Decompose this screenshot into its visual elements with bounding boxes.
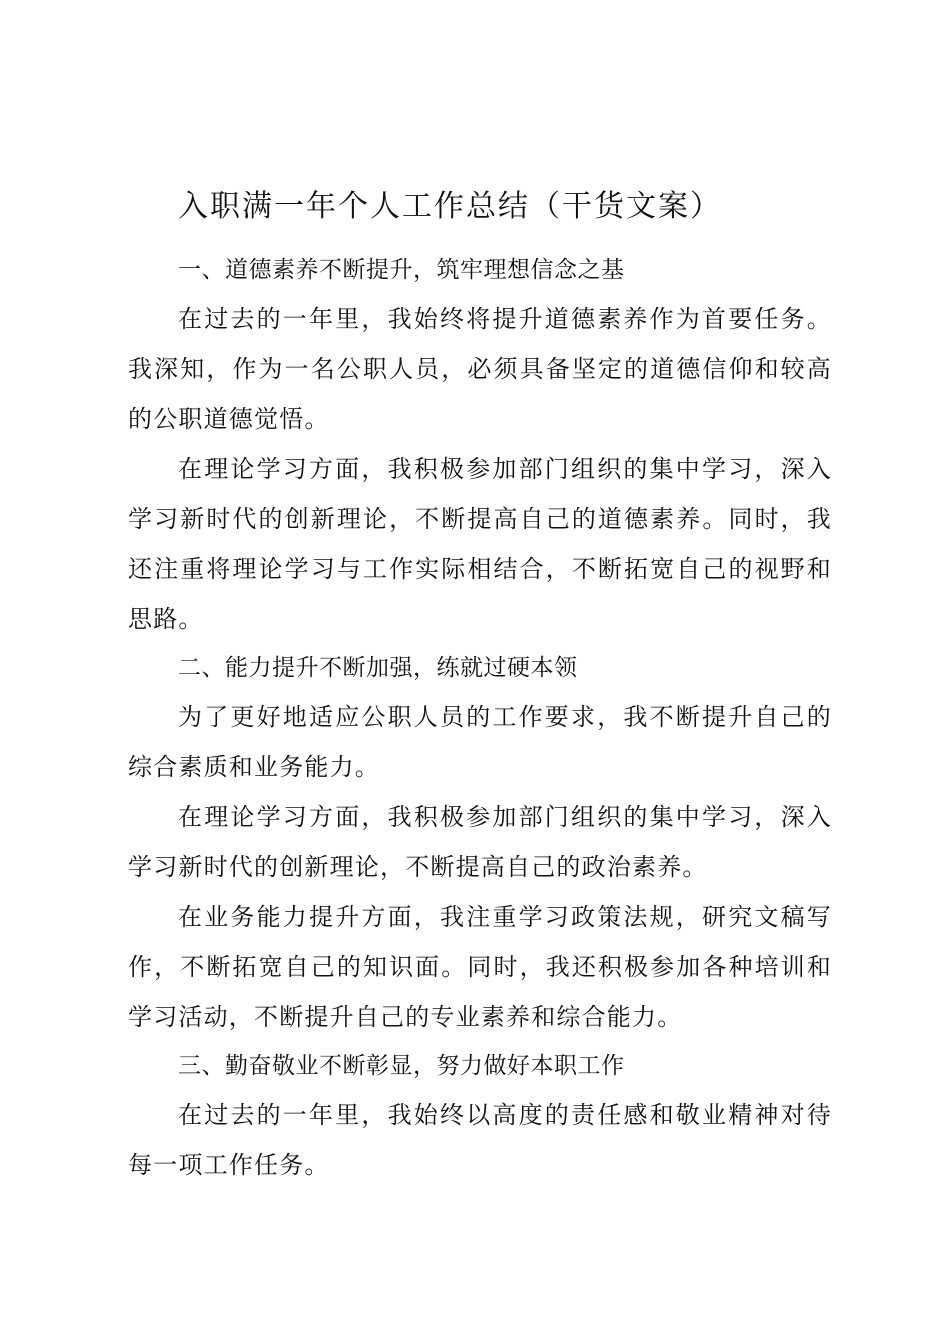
document-title: 入职满一年个人工作总结（干货文案） xyxy=(178,189,722,224)
paragraph: 在过去的一年里，我始终将提升道德素养作为首要任务。我深知，作为一名公职人员，必须具备坚定的道德信仰和较高的公职道德觉悟。 xyxy=(128,305,832,433)
paragraph: 在理论学习方面，我积极参加部门组织的集中学习，深入学习新时代的创新理论，不断提高自己的政治素养。 xyxy=(128,803,832,881)
paragraph: 在业务能力提升方面，我注重学习政策法规，研究文稿写作，不断拓宽自己的知识面。同时，我还积极参加各种培训和学习活动，不断提升自己的专业素养和综合能力。 xyxy=(128,903,832,1031)
paragraph: 在理论学习方面，我积极参加部门组织的集中学习，深入学习新时代的创新理论，不断提高自己的道德素养。同时，我还注重将理论学习与工作实际相结合，不断拓宽自己的视野和思路。 xyxy=(128,455,832,633)
section-heading-3: 三、勤奋敬业不断彰显，努力做好本职工作 xyxy=(178,1053,625,1079)
section-heading-2: 二、能力提升不断加强，练就过硬本领 xyxy=(178,655,578,681)
paragraph: 在过去的一年里，我始终以高度的责任感和敬业精神对待每一项工作任务。 xyxy=(128,1101,832,1179)
paragraph: 为了更好地适应公职人员的工作要求，我不断提升自己的综合素质和业务能力。 xyxy=(128,703,832,781)
section-heading-1: 一、道德素养不断提升，筑牢理想信念之基 xyxy=(178,257,625,283)
document-page xyxy=(128,178,832,1190)
